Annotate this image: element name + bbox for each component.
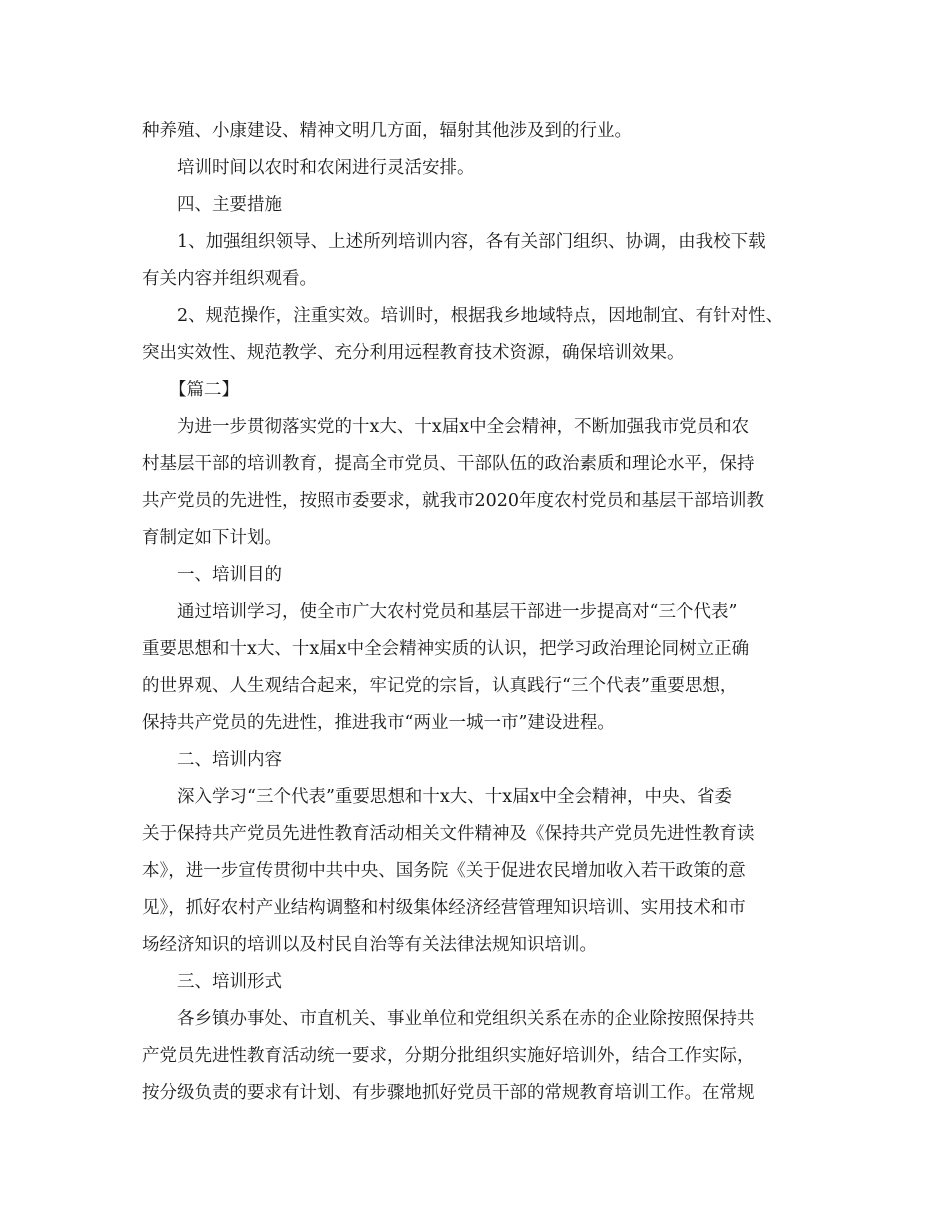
body-text-line: 重要思想和十x大、十x届x中全会精神实质的认识，把学习政治理论同树立正确	[142, 639, 750, 659]
body-text-line: 突出实效性、规范教学、充分利用远程教育技术资源，确保培训效果。	[142, 343, 685, 363]
body-text-line: 为进一步贯彻落实党的十x大、十x届x中全会精神，不断加强我市党员和农	[177, 417, 750, 437]
body-text-line: 的世界观、人生观结合起来，牢记党的宗旨，认真践行“三个代表”重要思想，	[142, 676, 738, 696]
body-text-line: 按分级负责的要求有计划、有步骤地抓好党员干部的常规教育培训工作。在常规	[142, 1083, 755, 1103]
body-text-line: 保持共产党员的先进性，推进我市“两业一城一市”建设进程。	[142, 713, 615, 733]
section-heading: 一、培训目的	[177, 565, 282, 585]
body-text-line: 村基层干部的培训教育，提高全市党员、干部队伍的政治素质和理论水平，保持	[142, 454, 755, 474]
section-heading: 三、培训形式	[177, 972, 282, 992]
body-text-line: 育制定如下计划。	[142, 528, 282, 548]
chapter-heading: 【篇二】	[169, 380, 239, 400]
body-text-line: 2、规范操作，注重实效。培训时，根据我乡地域特点，因地制宜、有针对性、	[177, 306, 784, 326]
section-heading: 四、主要措施	[177, 195, 282, 215]
body-text-line: 见》，抓好农村产业结构调整和村级集体经济经营管理知识培训、实用技术和市	[142, 898, 746, 918]
body-text-line: 1、加强组织领导、上述所列培训内容，各有关部门组织、协调，由我校下载	[177, 232, 766, 252]
body-text-line: 深入学习“三个代表”重要思想和十x大、十x届x中全会精神，中央、省委	[177, 787, 732, 807]
section-heading: 二、培训内容	[177, 750, 282, 770]
body-text-line: 有关内容并组织观看。	[142, 269, 317, 289]
body-text-line: 产党员先进性教育活动统一要求，分期分批组织实施好培训外，结合工作实际，	[142, 1046, 755, 1066]
body-text-line: 培训时间以农时和农闲进行灵活安排。	[177, 158, 475, 178]
body-text-line: 共产党员的先进性，按照市委要求，就我市2020年度农村党员和基层干部培训教	[142, 491, 765, 511]
body-text-line: 本》，进一步宣传贯彻中共中央、国务院《关于促进农民增加收入若干政策的意	[142, 861, 746, 881]
body-text-line: 通过培训学习，使全市广大农村党员和基层干部进一步提高对“三个代表”	[177, 602, 738, 622]
body-text-line: 各乡镇办事处、市直机关、事业单位和党组织关系在赤的企业除按照保持共	[177, 1009, 755, 1029]
body-text-line: 场经济知识的培训以及村民自治等有关法律法规知识培训。	[142, 935, 597, 955]
body-text-line: 关于保持共产党员先进性教育活动相关文件精神及《保持共产党员先进性教育读	[142, 824, 755, 844]
body-text-line: 种养殖、小康建设、精神文明几方面，辐射其他涉及到的行业。	[142, 121, 632, 141]
